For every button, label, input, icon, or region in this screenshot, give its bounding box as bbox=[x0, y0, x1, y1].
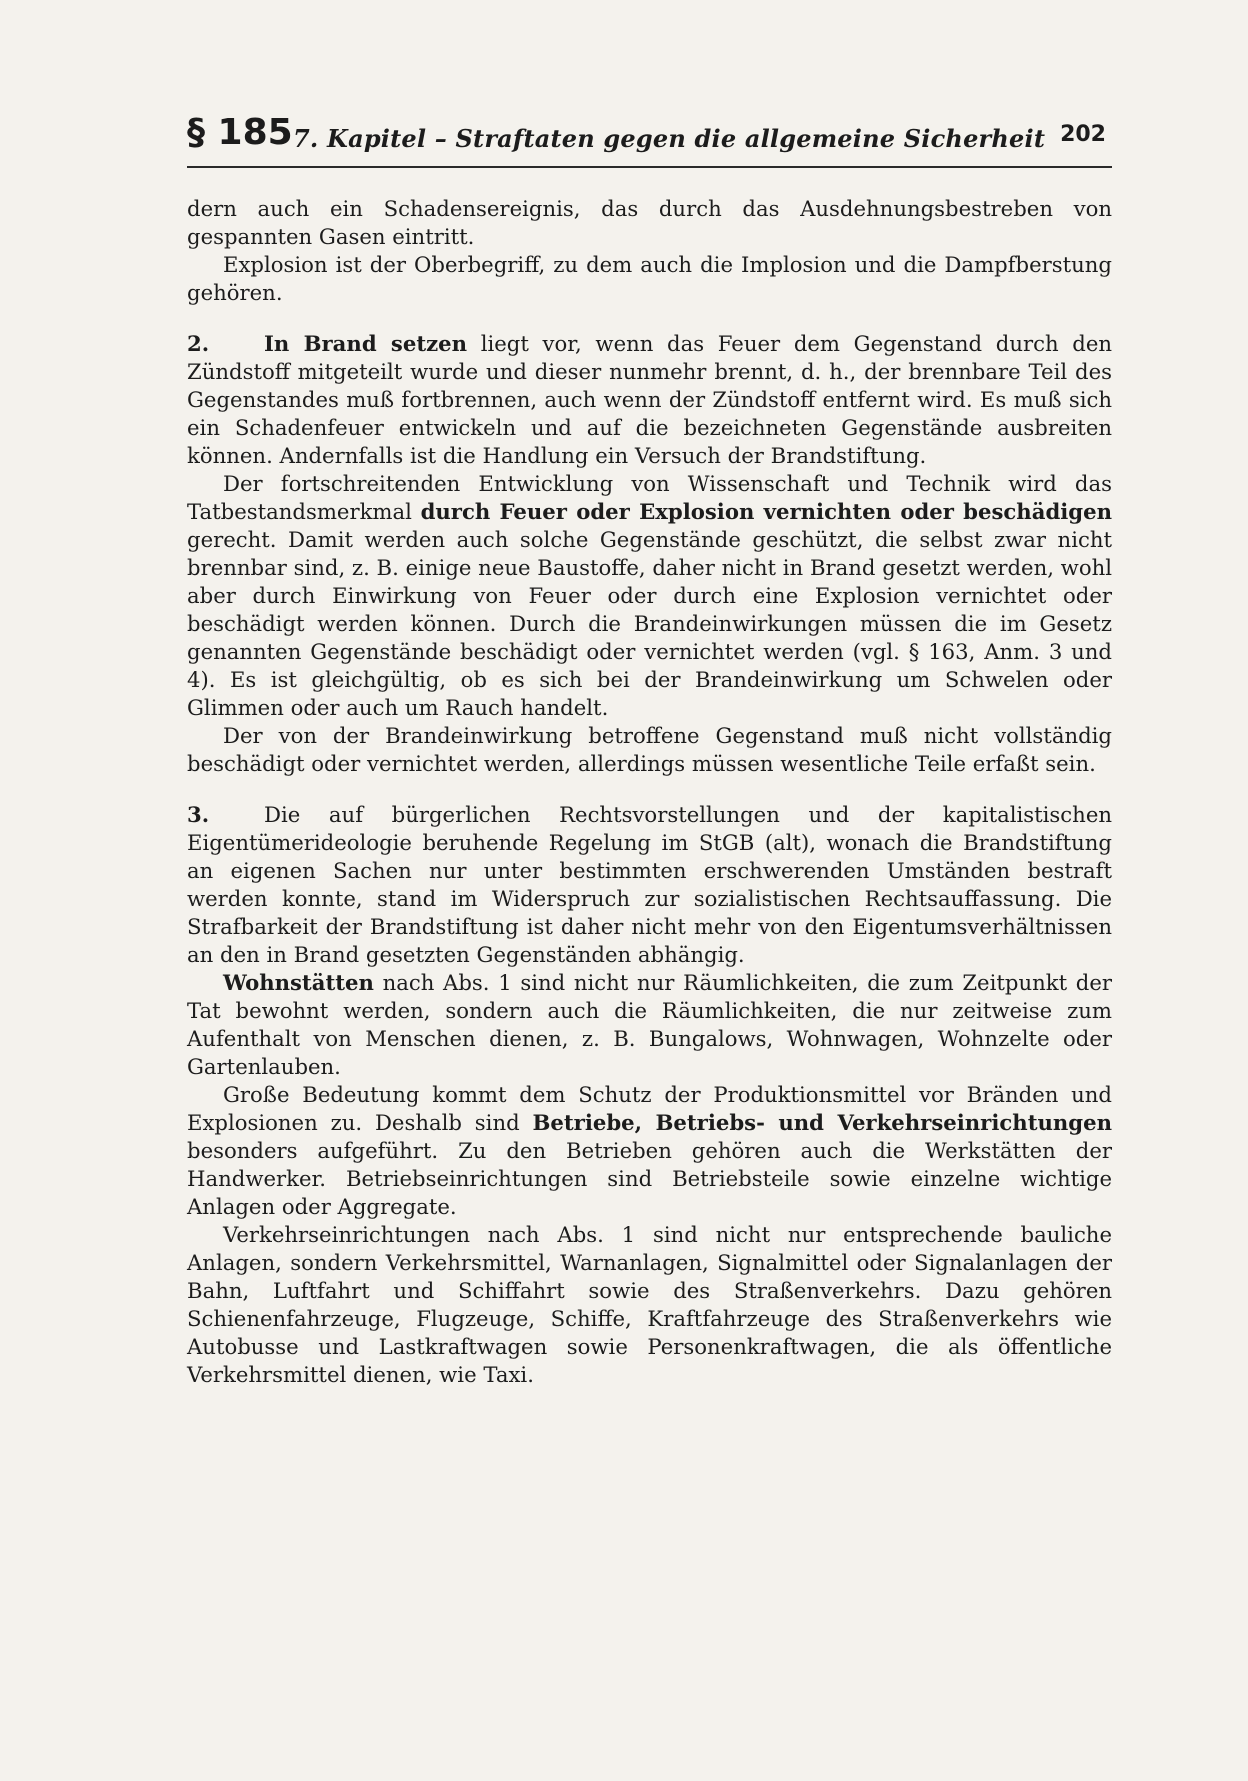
paragraph-vernichten bbox=[187, 470, 1112, 722]
paragraph-continued: dern auch ein Schadensereignis, das durch das Ausdehnungsbestreben von gespannten Gasen eintritt. bbox=[187, 196, 1112, 249]
note-2-text: liegt vor, wenn das Feuer dem Gegenstand durch den Zündstoff mitgeteilt wurde und dieser nunmehr brennt, d. h., der brennbare Teil des Gegenstandes muß fortbrennen, auch wenn der Zündstoff entfernt wird. Es muß sich ein Schadenfeuer entwickeln und auf die bezeichneten Gegenstände ausbreiten können. Andernfalls ist die Handlung ein Versuch der Brandstiftung. bbox=[187, 331, 1113, 468]
section-number: § 185 bbox=[187, 112, 293, 153]
paragraph-explosion: Explosion ist der Oberbegriff, zu dem auch die Implosion und die Dampfberstung gehören. bbox=[187, 252, 1112, 305]
running-header bbox=[187, 110, 1112, 168]
note-2 bbox=[187, 330, 1112, 470]
page-number: 202 bbox=[1060, 122, 1106, 147]
note-3 bbox=[187, 801, 1112, 969]
paragraph-text: besonders aufgeführt. Zu den Betrieben gehören auch die Werkstätten der Handwerker. Betriebseinrichtungen sind Betriebsteile sowie einzelne wichtige Anlagen oder Aggregate. bbox=[187, 1138, 1112, 1219]
term-vernichten: durch Feuer oder Explosion vernichten oder beschädigen bbox=[420, 499, 1113, 524]
paragraph-text: gerecht. Damit werden auch solche Gegenstände geschützt, die selbst zwar nicht brennbar sind, z. B. einige neue Baustoffe, daher nicht in Brand gesetzt werden, wohl aber durch Einwirkung von Feuer oder durch eine Explosion vernichtet oder beschädigt werden können. Durch die Brandeinwirkungen müssen die im Gesetz genannten Gegenstände beschädigt oder vernichtet werden (vgl. § 163, Anm. 3 und 4). Es ist gleichgültig, ob es sich bei der Brandeinwirkung um Schwelen oder Glimmen oder auch um Rauch handelt. bbox=[187, 527, 1112, 720]
note-number: 3. bbox=[187, 802, 210, 827]
term-betriebe: Betriebe, Betriebs- und Verkehrseinrichtungen bbox=[532, 1110, 1112, 1135]
term-in-brand-setzen: In Brand setzen bbox=[264, 331, 468, 356]
paragraph-text: Große Bedeutung kommt dem Schutz der Produktionsmittel vor Bränden und Explosionen zu. Deshalb sind bbox=[187, 1082, 1112, 1135]
body-text bbox=[187, 195, 1112, 1389]
term-wohnstaetten: Wohnstätten bbox=[223, 970, 374, 995]
paragraph-wohnstaetten bbox=[187, 969, 1112, 1081]
paragraph-text: Der fortschreitenden Entwicklung von Wissenschaft und Technik wird das Tatbestandsmerkmal bbox=[187, 471, 1112, 524]
paragraph-verkehrseinrichtungen: Verkehrseinrichtungen nach Abs. 1 sind nicht nur entsprechende bauliche Anlagen, sondern Verkehrsmittel, Warnanlagen, Signalmittel oder Signalanlagen der Bahn, Luftfahrt und Schiffahrt sowie des Straßenverkehrs. Dazu gehören Schienenfahrzeuge, Flugzeuge, Schiffe, Kraftfahrzeuge des Straßenverkehrs wie Autobusse und Lastkraftwagen sowie Personenkraftwagen, die als öffentliche Verkehrsmittel dienen, wie Taxi. bbox=[187, 1222, 1112, 1387]
paragraph-gegenstand: Der von der Brandeinwirkung betroffene Gegenstand muß nicht vollständig beschädigt oder vernichtet werden, allerdings müssen wesentliche Teile erfaßt sein. bbox=[187, 723, 1112, 776]
note-number: 2. bbox=[187, 331, 210, 356]
note-3-text: Die auf bürgerlichen Rechtsvorstellungen und der kapitalistischen Eigentümerideologie beruhende Regelung im StGB (alt), wonach die Brandstiftung an eigenen Sachen nur unter bestimmten erschwerenden Umständen bestraft werden konnte, stand im Widerspruch zur sozialistischen Rechtsauffassung. Die Strafbarkeit der Brandstiftung ist daher nicht mehr von den Eigentumsverhältnissen an den in Brand gesetzten Gegenständen abhängig. bbox=[187, 802, 1112, 967]
paragraph-text: nach Abs. 1 sind nicht nur Räumlichkeiten, die zum Zeitpunkt der Tat bewohnt werden, sondern auch die Räumlichkeiten, die nur zeitweise zum Aufenthalt von Menschen dienen, z. B. Bungalows, Wohnwagen, Wohnzelte oder Gartenlauben. bbox=[187, 970, 1112, 1079]
paragraph-produktionsmittel bbox=[187, 1081, 1112, 1221]
chapter-title: 7. Kapitel – Straftaten gegen die allgemeine Sicherheit bbox=[293, 124, 1046, 153]
